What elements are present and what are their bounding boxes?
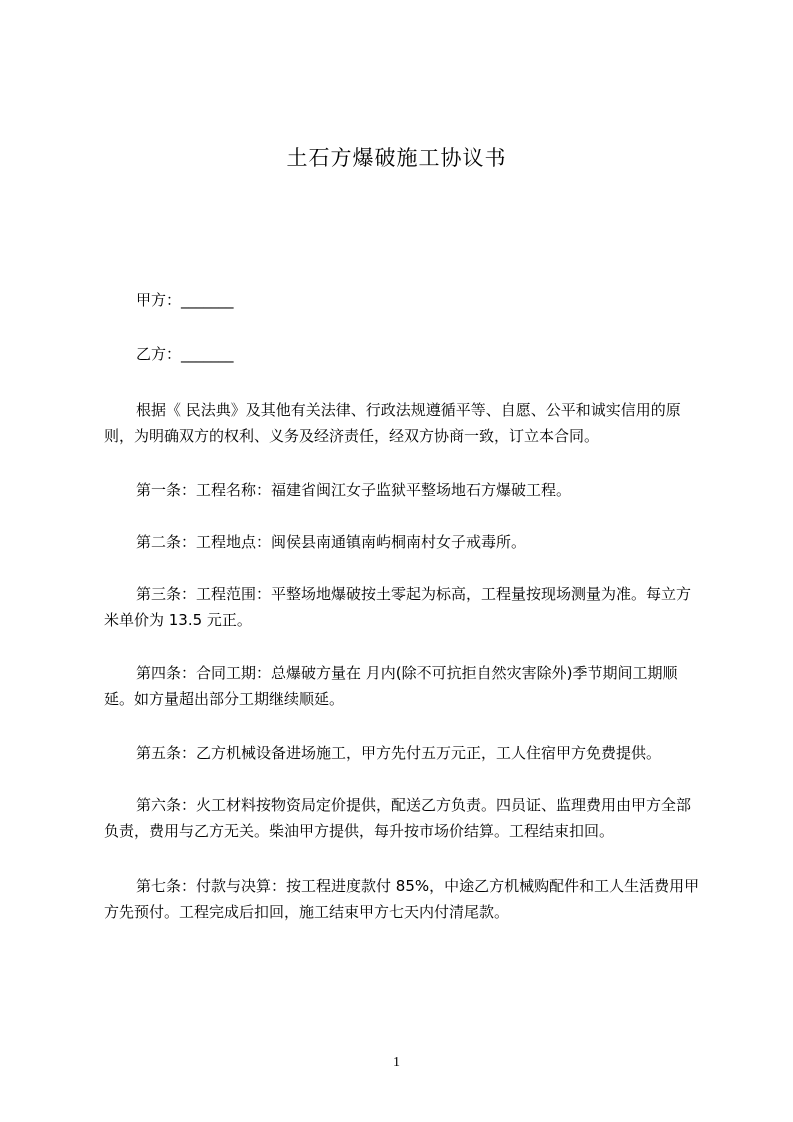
page-number: 1 — [393, 1055, 400, 1070]
preamble-paragraph: 根据《 民法典》及其他有关法律、行政法规遵循平等、自愿、公平和诚实信用的原则，为明确双方的权利、义务及经济责任，经双方协商一致，订立本合同。 — [104, 401, 681, 445]
document-title: 土石方爆破施工协议书 — [286, 146, 507, 170]
article-4: 第四条：合同工期：总爆破方量在 月内(除不可抗拒自然灾害除外)季节期间工期顺延。如方量超出部分工期继续顺延。 — [104, 664, 678, 708]
article-2: 第二条：工程地点：闽侯县南通镇南屿桐南村女子戒毒所。 — [136, 533, 527, 551]
article-1: 第一条：工程名称：福建省闽江女子监狱平整场地石方爆破工程。 — [136, 481, 572, 499]
article-7: 第七条：付款与决算：按工程进度款付 85%，中途乙方机械购配件和工人生活费用甲方先预付。工程完成后扣回，施工结束甲方七天内付清尾款。 — [104, 877, 700, 921]
article-6: 第六条：火工材料按物资局定价提供，配送乙方负责。四员证、监理费用由甲方全部负责，费用与乙方无关。柴油甲方提供，每升按市场价结算。工程结束扣回。 — [104, 796, 692, 840]
article-5: 第五条：乙方机械设备进场施工，甲方先付五万元正，工人住宿甲方免费提供。 — [136, 744, 662, 762]
party-b-line: 乙方：_______ — [136, 345, 234, 363]
article-3: 第三条：工程范围：平整场地爆破按土零起为标高，工程量按现场测量为准。每立方米单价为 13.5 元正。 — [104, 585, 692, 629]
party-a-line: 甲方：_______ — [136, 291, 234, 309]
